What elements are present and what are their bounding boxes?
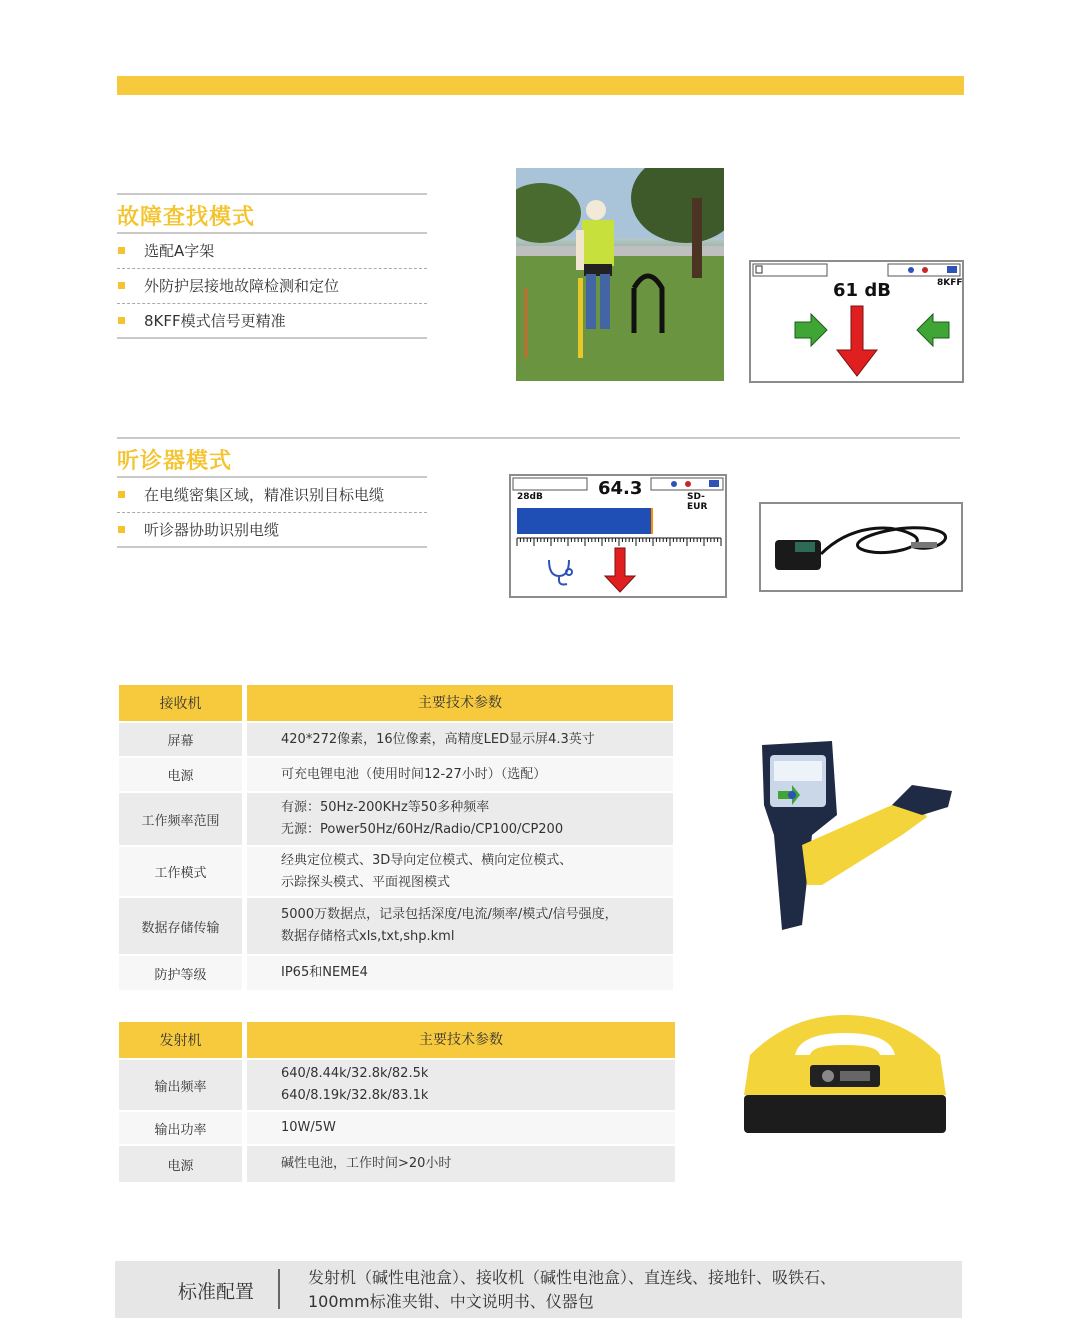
header-cell: 发射机 xyxy=(119,1022,242,1058)
bullet-icon xyxy=(118,526,125,533)
row-value xyxy=(247,898,673,954)
worker-illustration xyxy=(516,168,724,381)
row-value xyxy=(247,1060,675,1110)
standard-config-text xyxy=(308,1266,948,1314)
row-value xyxy=(247,956,673,990)
row-label: 防护等级 xyxy=(119,956,242,990)
value-line: 420*272像素，16位像素，高精度LED显示屏4.3英寸 xyxy=(281,731,595,747)
list-item-label: 8KFF模式信号更精准 xyxy=(144,312,286,330)
value-line: 数据存储格式xls,txt,shp.kml xyxy=(281,929,455,944)
value-line: 640/8.44k/32.8k/82.5k xyxy=(281,1066,429,1081)
transmitter-illustration xyxy=(740,1015,950,1135)
row-label: 数据存储传输 xyxy=(119,898,242,954)
table-header-row xyxy=(119,685,673,721)
bullet-icon xyxy=(118,282,125,289)
row-label: 输出功率 xyxy=(119,1112,242,1144)
section-rule xyxy=(117,193,427,195)
row-value xyxy=(247,758,673,791)
row-label: 电源 xyxy=(119,1146,242,1182)
receiver-illustration xyxy=(752,735,952,935)
table-row xyxy=(119,847,673,896)
table-row xyxy=(119,793,673,845)
mode-label: SD-EUR xyxy=(687,492,708,512)
top-accent-bar xyxy=(117,76,964,95)
table-row xyxy=(119,758,673,791)
list-item xyxy=(117,234,427,269)
list-item-label: 外防护层接地故障检测和定位 xyxy=(144,277,340,295)
row-label: 工作模式 xyxy=(119,847,242,896)
row-label: 工作频率范围 xyxy=(119,793,242,845)
row-label: 电源 xyxy=(119,758,242,791)
standard-config-line: 发射机（碱性电池盒）、接收机（碱性电池盒）、直连线、接地针、吸铁石、 xyxy=(308,1268,837,1287)
header-cell: 主要技术参数 xyxy=(247,1022,675,1058)
stethoscope-cable-illustration xyxy=(761,504,961,590)
signal-value: 64.3 xyxy=(598,478,643,499)
value-line: 可充电锂电池（使用时间12-27小时）（选配） xyxy=(281,766,547,782)
value-line: 有源：50Hz-200KHz等50多种频率 xyxy=(281,800,490,815)
worker-photo xyxy=(516,168,724,381)
db-readout: 61 dB xyxy=(833,280,891,301)
list-item-label: 在电缆密集区域，精准识别目标电缆 xyxy=(144,486,385,504)
value-line: 无源：Power50Hz/60Hz/Radio/CP100/CP200 xyxy=(281,822,564,837)
value-line: 示踪探头模式、平面视图模式 xyxy=(281,874,451,890)
stethoscope-accessory-image xyxy=(759,502,963,592)
row-label: 输出频率 xyxy=(119,1060,242,1110)
table-row xyxy=(119,956,673,990)
table-row xyxy=(119,1060,675,1110)
divider xyxy=(278,1269,280,1309)
row-value xyxy=(247,793,673,845)
list-item xyxy=(117,478,427,513)
section-rule xyxy=(117,437,960,439)
transmitter-device-image xyxy=(740,1015,950,1135)
row-value xyxy=(247,1146,675,1182)
bullet-icon xyxy=(118,491,125,498)
value-line: 640/8.19k/32.8k/83.1k xyxy=(281,1088,429,1103)
table-header-row xyxy=(119,1022,675,1058)
receiver-spec-table xyxy=(119,685,673,985)
standard-config-line: 100mm标准夹钳、中文说明书、仪器包 xyxy=(308,1292,594,1311)
receiver-device-image xyxy=(752,735,952,935)
table-row xyxy=(119,723,673,756)
stethoscope-mode-title: 听诊器模式 xyxy=(117,449,233,474)
fault-mode-title: 故障查找模式 xyxy=(117,205,256,230)
mode-label: 8KFF xyxy=(937,278,963,288)
row-value xyxy=(247,1112,675,1144)
table-row xyxy=(119,1112,675,1144)
list-item-label: 选配A字架 xyxy=(144,242,215,260)
table-row xyxy=(119,898,673,954)
header-cell: 主要技术参数 xyxy=(247,685,673,721)
standard-config-label: 标准配置 xyxy=(178,1281,255,1303)
value-line: 5000万数据点，记录包括深度/电流/频率/模式/信号强度， xyxy=(281,907,618,922)
value-line: 碱性电池，工作时间>20小时 xyxy=(281,1156,452,1171)
gain-label: 28dB xyxy=(517,492,543,502)
header-cell: 接收机 xyxy=(119,685,242,721)
row-value xyxy=(247,847,673,896)
row-label: 屏幕 xyxy=(119,723,242,756)
list-item-label: 听诊器协助识别电缆 xyxy=(144,521,280,539)
transmitter-spec-table xyxy=(119,1022,675,1182)
standard-config-box xyxy=(115,1261,962,1318)
row-value xyxy=(247,723,673,756)
list-item xyxy=(117,304,427,339)
value-line: IP65和NEME4 xyxy=(281,965,368,980)
receiver-screen-stethoscope xyxy=(509,474,727,598)
list-item xyxy=(117,269,427,304)
value-line: 10W/5W xyxy=(281,1120,336,1135)
table-row xyxy=(119,1146,675,1182)
value-line: 经典定位模式、3D导向定位模式、横向定位模式、 xyxy=(281,852,573,868)
receiver-screen-fault xyxy=(749,260,964,383)
bullet-icon xyxy=(118,317,125,324)
bullet-icon xyxy=(118,247,125,254)
list-item xyxy=(117,513,427,548)
